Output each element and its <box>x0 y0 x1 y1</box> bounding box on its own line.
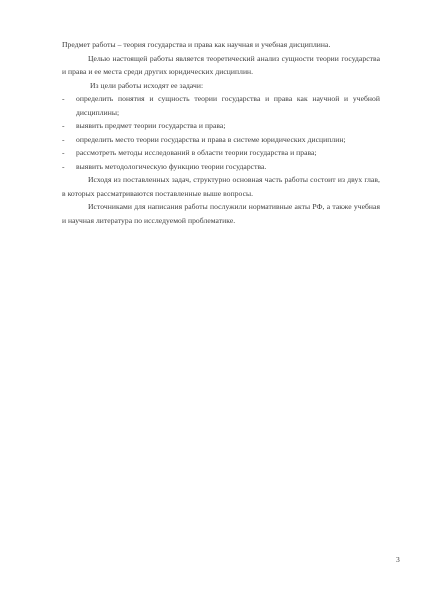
list-item <box>62 146 380 160</box>
list-marker: - <box>62 161 65 171</box>
sources-paragraph: Источниками для написания работы послужили нормативные акты РФ, а также учебная и научная литература по исследуемой проблематике. <box>62 202 380 225</box>
tasks-intro: Из цели работы исходят ее задачи: <box>90 80 204 90</box>
list-item-text: выявить методологическую функцию теории государства. <box>76 161 267 171</box>
page-number: 3 <box>396 555 400 564</box>
list-item <box>62 119 380 133</box>
list-item-text: определить понятия и сущность теории государства и права как научной и учебной дисциплины; <box>76 94 380 117</box>
list-item-text: определить место теории государства и права в системе юридических дисциплин; <box>76 134 346 144</box>
list-item-text: выявить предмет теории государства и права; <box>76 121 226 130</box>
list-marker: - <box>62 121 65 130</box>
aim-paragraph: Целью настоящей работы является теоретический анализ сущности теории государства и права и ее места среди других юридических дисциплин. <box>62 53 380 76</box>
list-item <box>62 133 380 147</box>
document-body <box>62 38 380 227</box>
list-marker: - <box>62 148 65 157</box>
list-item <box>62 160 380 174</box>
structure-paragraph: Исходя из поставленных задач, структурно основная часть работы состоит из двух глав, в которых рассматриваются поставленные выше вопросы. <box>62 175 380 198</box>
tasks-list <box>62 92 380 173</box>
subject-paragraph: Предмет работы – теория государства и права как научная и учебная дисциплина. <box>62 40 331 49</box>
list-marker: - <box>62 94 65 103</box>
list-item-text: рассмотреть методы исследований в области теории государства и права; <box>76 148 317 157</box>
list-item <box>62 92 380 119</box>
list-marker: - <box>62 134 65 144</box>
